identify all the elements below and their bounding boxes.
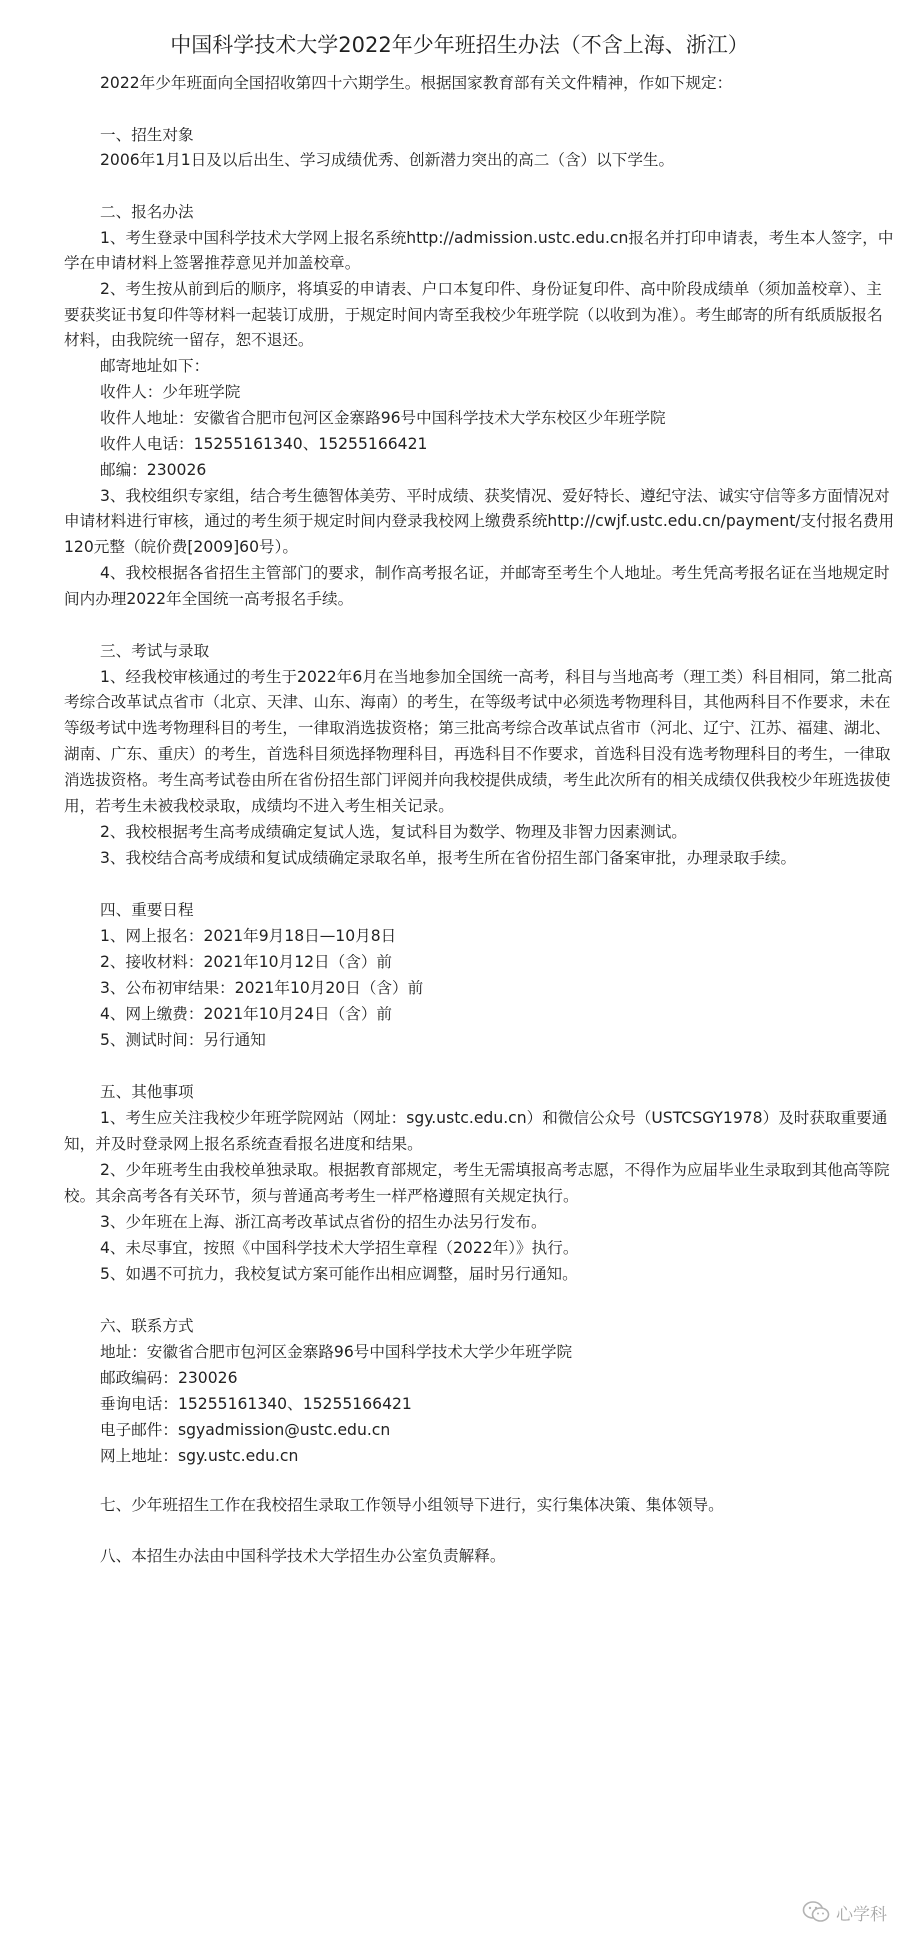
contact-phone: 垂询电话：15255161340、15255166421 <box>100 1395 412 1413</box>
wechat-icon <box>802 1900 830 1924</box>
schedule-item: 2、接收材料：2021年10月12日（含）前 <box>100 953 393 971</box>
section-5-heading: 五、其他事项 <box>100 1083 194 1101</box>
section-5-item-3: 3、少年班在上海、浙江高考改革试点省份的招生办法另行发布。 <box>100 1213 547 1231</box>
document-title: 中国科学技术大学2022年少年班招生办法（不含上海、浙江） <box>170 33 749 57</box>
section-5-item-4: 4、未尽事宜，按照《中国科学技术大学招生章程（2022年）》执行。 <box>100 1239 579 1257</box>
schedule-item: 4、网上缴费：2021年10月24日（含）前 <box>100 1005 393 1023</box>
mail-address-label: 邮寄地址如下： <box>100 357 210 375</box>
contact-postcode: 邮政编码：230026 <box>100 1369 238 1387</box>
section-3-item-3: 3、我校结合高考成绩和复试成绩确定录取名单，报考生所在省份招生部门备案审批，办理录取手续。 <box>100 849 797 867</box>
section-2-item-2-line-2: 要获奖证书复印件等材料一起装订成册，于规定时间内寄至我校少年班学院（以收到为准）。考生邮寄的所有纸质版报名 <box>64 306 883 324</box>
section-2-item-3-line-1: 3、我校组织专家组，结合考生德智体美劳、平时成绩、获奖情况、爱好特长、遵纪守法、诚实守信等多方面情况对 <box>100 487 890 505</box>
section-3-item-1-line-5: 消选拔资格。考生高考试卷由所在省份招生部门评阅并向我校提供成绩，考生此次所有的相关成绩仅供我校少年班选拔使 <box>64 771 891 789</box>
section-5-item-5: 5、如遇不可抗力，我校复试方案可能作出相应调整，届时另行通知。 <box>100 1265 578 1283</box>
recipient: 收件人：少年班学院 <box>100 383 241 401</box>
section-2-item-4-line-1: 4、我校根据各省招生主管部门的要求，制作高考报名证，并邮寄至考生个人地址。考生凭高考报名证在当地规定时 <box>100 564 890 582</box>
section-4-heading: 四、重要日程 <box>100 901 194 919</box>
section-1-heading: 一、招生对象 <box>100 126 194 144</box>
section-3-heading: 三、考试与录取 <box>100 642 210 660</box>
section-7-text: 七、少年班招生工作在我校招生录取工作领导小组领导下进行，实行集体决策、集体领导。 <box>100 1496 724 1514</box>
section-2-item-3-line-2: 申请材料进行审核，通过的考生须于规定时间内登录我校网上缴费系统http://cwjf.ustc.edu.cn/payment/支付报名费用 <box>64 512 895 530</box>
schedule-item: 1、网上报名：2021年9月18日—10月8日 <box>100 927 397 945</box>
section-3-item-1-line-2: 考综合改革试点省市（北京、天津、山东、海南）的考生，在等级考试中必须选考物理科目，其他两科目不作要求，未在 <box>64 693 891 711</box>
contact-website: 网上地址：sgy.ustc.edu.cn <box>100 1447 299 1465</box>
section-3-item-1-line-6: 用，若考生未被我校录取，成绩均不进入考生相关记录。 <box>64 797 454 815</box>
section-3-item-1-line-1: 1、经我校审核通过的考生于2022年6月在当地参加全国统一高考，科目与当地高考（理工类）科目相同，第二批高 <box>100 668 893 686</box>
section-2-item-2-line-3: 材料，由我院统一留存，恕不退还。 <box>64 331 314 349</box>
section-3-item-1-line-4: 湖南、广东、重庆）的考生，首选科目须选择物理科目，再选科目不作要求，首选科目没有选考物理科目的考生，一律取 <box>64 745 891 763</box>
recipient-postcode: 邮编：230026 <box>100 461 207 479</box>
section-2-item-2-line-1: 2、考生按从前到后的顺序，将填妥的申请表、户口本复印件、身份证复印件、高中阶段成绩单（须加盖校章）、主 <box>100 280 882 298</box>
section-5-item-2-line-2: 校。其余高考各有关环节，须与普通高考考生一样严格遵照有关规定执行。 <box>64 1187 579 1205</box>
section-5-item-1-line-2: 知，并及时登录网上报名系统查看报名进度和结果。 <box>64 1135 423 1153</box>
contact-email: 电子邮件：sgyadmission@ustc.edu.cn <box>100 1421 391 1439</box>
section-5-item-1-line-1: 1、考生应关注我校少年班学院网站（网址：sgy.ustc.edu.cn）和微信公众号（USTCSGY1978）及时获取重要通 <box>100 1109 888 1127</box>
recipient-phone: 收件人电话：15255161340、15255166421 <box>100 435 428 453</box>
section-6-heading: 六、联系方式 <box>100 1317 194 1335</box>
watermark <box>802 1892 912 1932</box>
section-3-item-2: 2、我校根据考生高考成绩确定复试人选，复试科目为数学、物理及非智力因素测试。 <box>100 823 687 841</box>
section-2-item-4-line-2: 间内办理2022年全国统一高考报名手续。 <box>64 590 354 608</box>
section-2-heading: 二、报名办法 <box>100 203 194 221</box>
recipient-address: 收件人地址：安徽省合肥市包河区金寨路96号中国科学技术大学东校区少年班学院 <box>100 409 666 427</box>
section-1-text: 2006年1月1日及以后出生、学习成绩优秀、创新潜力突出的高二（含）以下学生。 <box>100 151 675 169</box>
section-3-item-1-line-3: 等级考试中选考物理科目的考生，一律取消选拔资格；第三批高考综合改革试点省市（河北、辽宁、江苏、福建、湖北、 <box>64 719 891 737</box>
section-8-text: 八、本招生办法由中国科学技术大学招生办公室负责解释。 <box>100 1547 506 1565</box>
section-2-item-1-line-1: 1、考生登录中国科学技术大学网上报名系统http://admission.ustc.edu.cn报名并打印申请表，考生本人签字，中 <box>100 229 894 247</box>
section-2-item-1-line-2: 学在申请材料上签署推荐意见并加盖校章。 <box>64 254 361 272</box>
section-5-item-2-line-1: 2、少年班考生由我校单独录取。根据教育部规定，考生无需填报高考志愿，不得作为应届毕业生录取到其他高等院 <box>100 1161 890 1179</box>
schedule-item: 5、测试时间：另行通知 <box>100 1031 266 1049</box>
watermark-text: 心学科 <box>836 1904 887 1925</box>
intro-paragraph: 2022年少年班面向全国招收第四十六期学生。根据国家教育部有关文件精神，作如下规定： <box>100 74 733 92</box>
schedule-item: 3、公布初审结果：2021年10月20日（含）前 <box>100 979 424 997</box>
section-2-item-3-line-3: 120元整（皖价费[2009]60号）。 <box>64 538 299 556</box>
contact-address: 地址：安徽省合肥市包河区金寨路96号中国科学技术大学少年班学院 <box>100 1343 573 1361</box>
